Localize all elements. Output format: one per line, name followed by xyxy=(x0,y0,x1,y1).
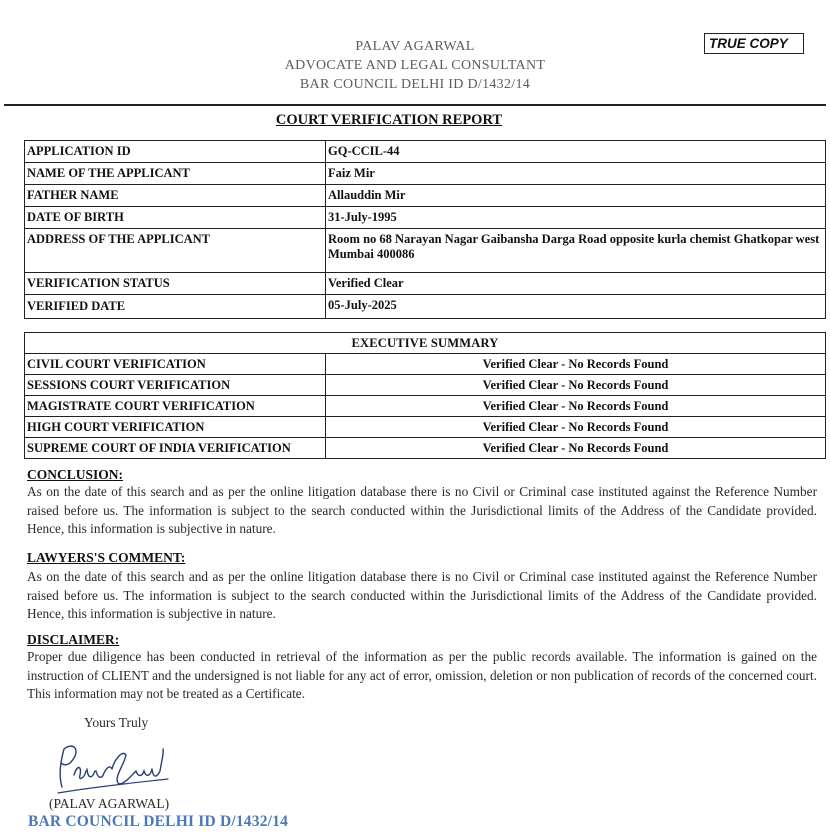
detail-value: Room no 68 Narayan Nagar Gaibansha Darga Road opposite kurla chemist Ghatkopar west Mumbai 400086 xyxy=(326,229,826,273)
advocate-name: PALAV AGARWAL xyxy=(355,39,475,54)
detail-label: DATE OF BIRTH xyxy=(25,207,326,229)
advocate-bar-id: BAR COUNCIL DELHI ID D/1432/14 xyxy=(299,77,531,92)
true-copy-stamp: TRUE COPY xyxy=(704,33,804,54)
summary-value: Verified Clear - No Records Found xyxy=(326,375,826,396)
summary-label: MAGISTRATE COURT VERIFICATION xyxy=(25,396,326,417)
detail-value: GQ-CCIL-44 xyxy=(326,141,826,163)
executive-summary-table xyxy=(24,332,826,459)
summary-label: HIGH COURT VERIFICATION xyxy=(25,417,326,438)
conclusion-heading: CONCLUSION: xyxy=(27,467,124,482)
table-row xyxy=(25,185,826,207)
detail-label: NAME OF THE APPLICANT xyxy=(25,163,326,185)
detail-label: APPLICATION ID xyxy=(25,141,326,163)
advocate-designation: ADVOCATE AND LEGAL CONSULTANT xyxy=(284,58,546,73)
detail-value: Allauddin Mir xyxy=(326,185,826,207)
disclaimer-heading: DISCLAIMER: xyxy=(27,632,120,647)
summary-value: Verified Clear - No Records Found xyxy=(326,417,826,438)
signatory-bar-id: BAR COUNCIL DELHI ID D/1432/14 xyxy=(28,813,289,830)
signature-image xyxy=(52,735,172,795)
applicant-details-table xyxy=(24,140,826,319)
detail-value: Verified Clear xyxy=(326,273,826,295)
detail-label: VERIFIED DATE xyxy=(25,295,326,319)
disclaimer-text: Proper due diligence has been conducted in retrieval of the information as per the public records available. The information is gained on the instruction of CLIENT and the undersigned is not liable for any act of error, omission, deletion or non publication of records of the concerned court. This information may not be treated as a Certificate. xyxy=(27,649,817,701)
summary-label: CIVIL COURT VERIFICATION xyxy=(25,354,326,375)
summary-value: Verified Clear - No Records Found xyxy=(326,396,826,417)
table-row xyxy=(25,417,826,438)
detail-label: FATHER NAME xyxy=(25,185,326,207)
table-row xyxy=(25,295,826,319)
table-row xyxy=(25,396,826,417)
signatory-name: (PALAV AGARWAL) xyxy=(49,796,170,811)
detail-value: Faiz Mir xyxy=(326,163,826,185)
detail-value: 05-July-2025 xyxy=(326,295,826,319)
detail-label: ADDRESS OF THE APPLICANT xyxy=(25,229,326,273)
report-title: COURT VERIFICATION REPORT xyxy=(275,112,503,128)
closing-salutation: Yours Truly xyxy=(84,715,149,730)
table-row xyxy=(25,207,826,229)
table-header-row xyxy=(25,333,826,354)
table-row xyxy=(25,375,826,396)
header-divider xyxy=(4,104,826,106)
summary-value: Verified Clear - No Records Found xyxy=(326,438,826,459)
table-row xyxy=(25,229,826,273)
table-row xyxy=(25,354,826,375)
table-row xyxy=(25,163,826,185)
table-row xyxy=(25,438,826,459)
summary-label: SESSIONS COURT VERIFICATION xyxy=(25,375,326,396)
table-row xyxy=(25,273,826,295)
table-row xyxy=(25,141,826,163)
summary-label: SUPREME COURT OF INDIA VERIFICATION xyxy=(25,438,326,459)
executive-summary-title: EXECUTIVE SUMMARY xyxy=(25,333,826,354)
conclusion-text: As on the date of this search and as per the online litigation database there is no Civil or Criminal case instituted against the Reference Number raised before us. The information is subject to the search conducted within the Jurisdictional limits of the Address of the Candidate provided. Hence, this information is subjective in nature. xyxy=(27,484,817,536)
detail-value: 31-July-1995 xyxy=(326,207,826,229)
lawyers-comment-heading: LAWYERS'S COMMENT: xyxy=(27,550,186,565)
summary-value: Verified Clear - No Records Found xyxy=(326,354,826,375)
lawyers-comment-text: As on the date of this search and as per the online litigation database there is no Civil or Criminal case instituted against the Reference Number raised before us. The information is subject to the search conducted within the Jurisdictional limits of the Address of the Candidate provided. Hence, this information is subjective in nature. xyxy=(27,569,817,621)
detail-label: VERIFICATION STATUS xyxy=(25,273,326,295)
